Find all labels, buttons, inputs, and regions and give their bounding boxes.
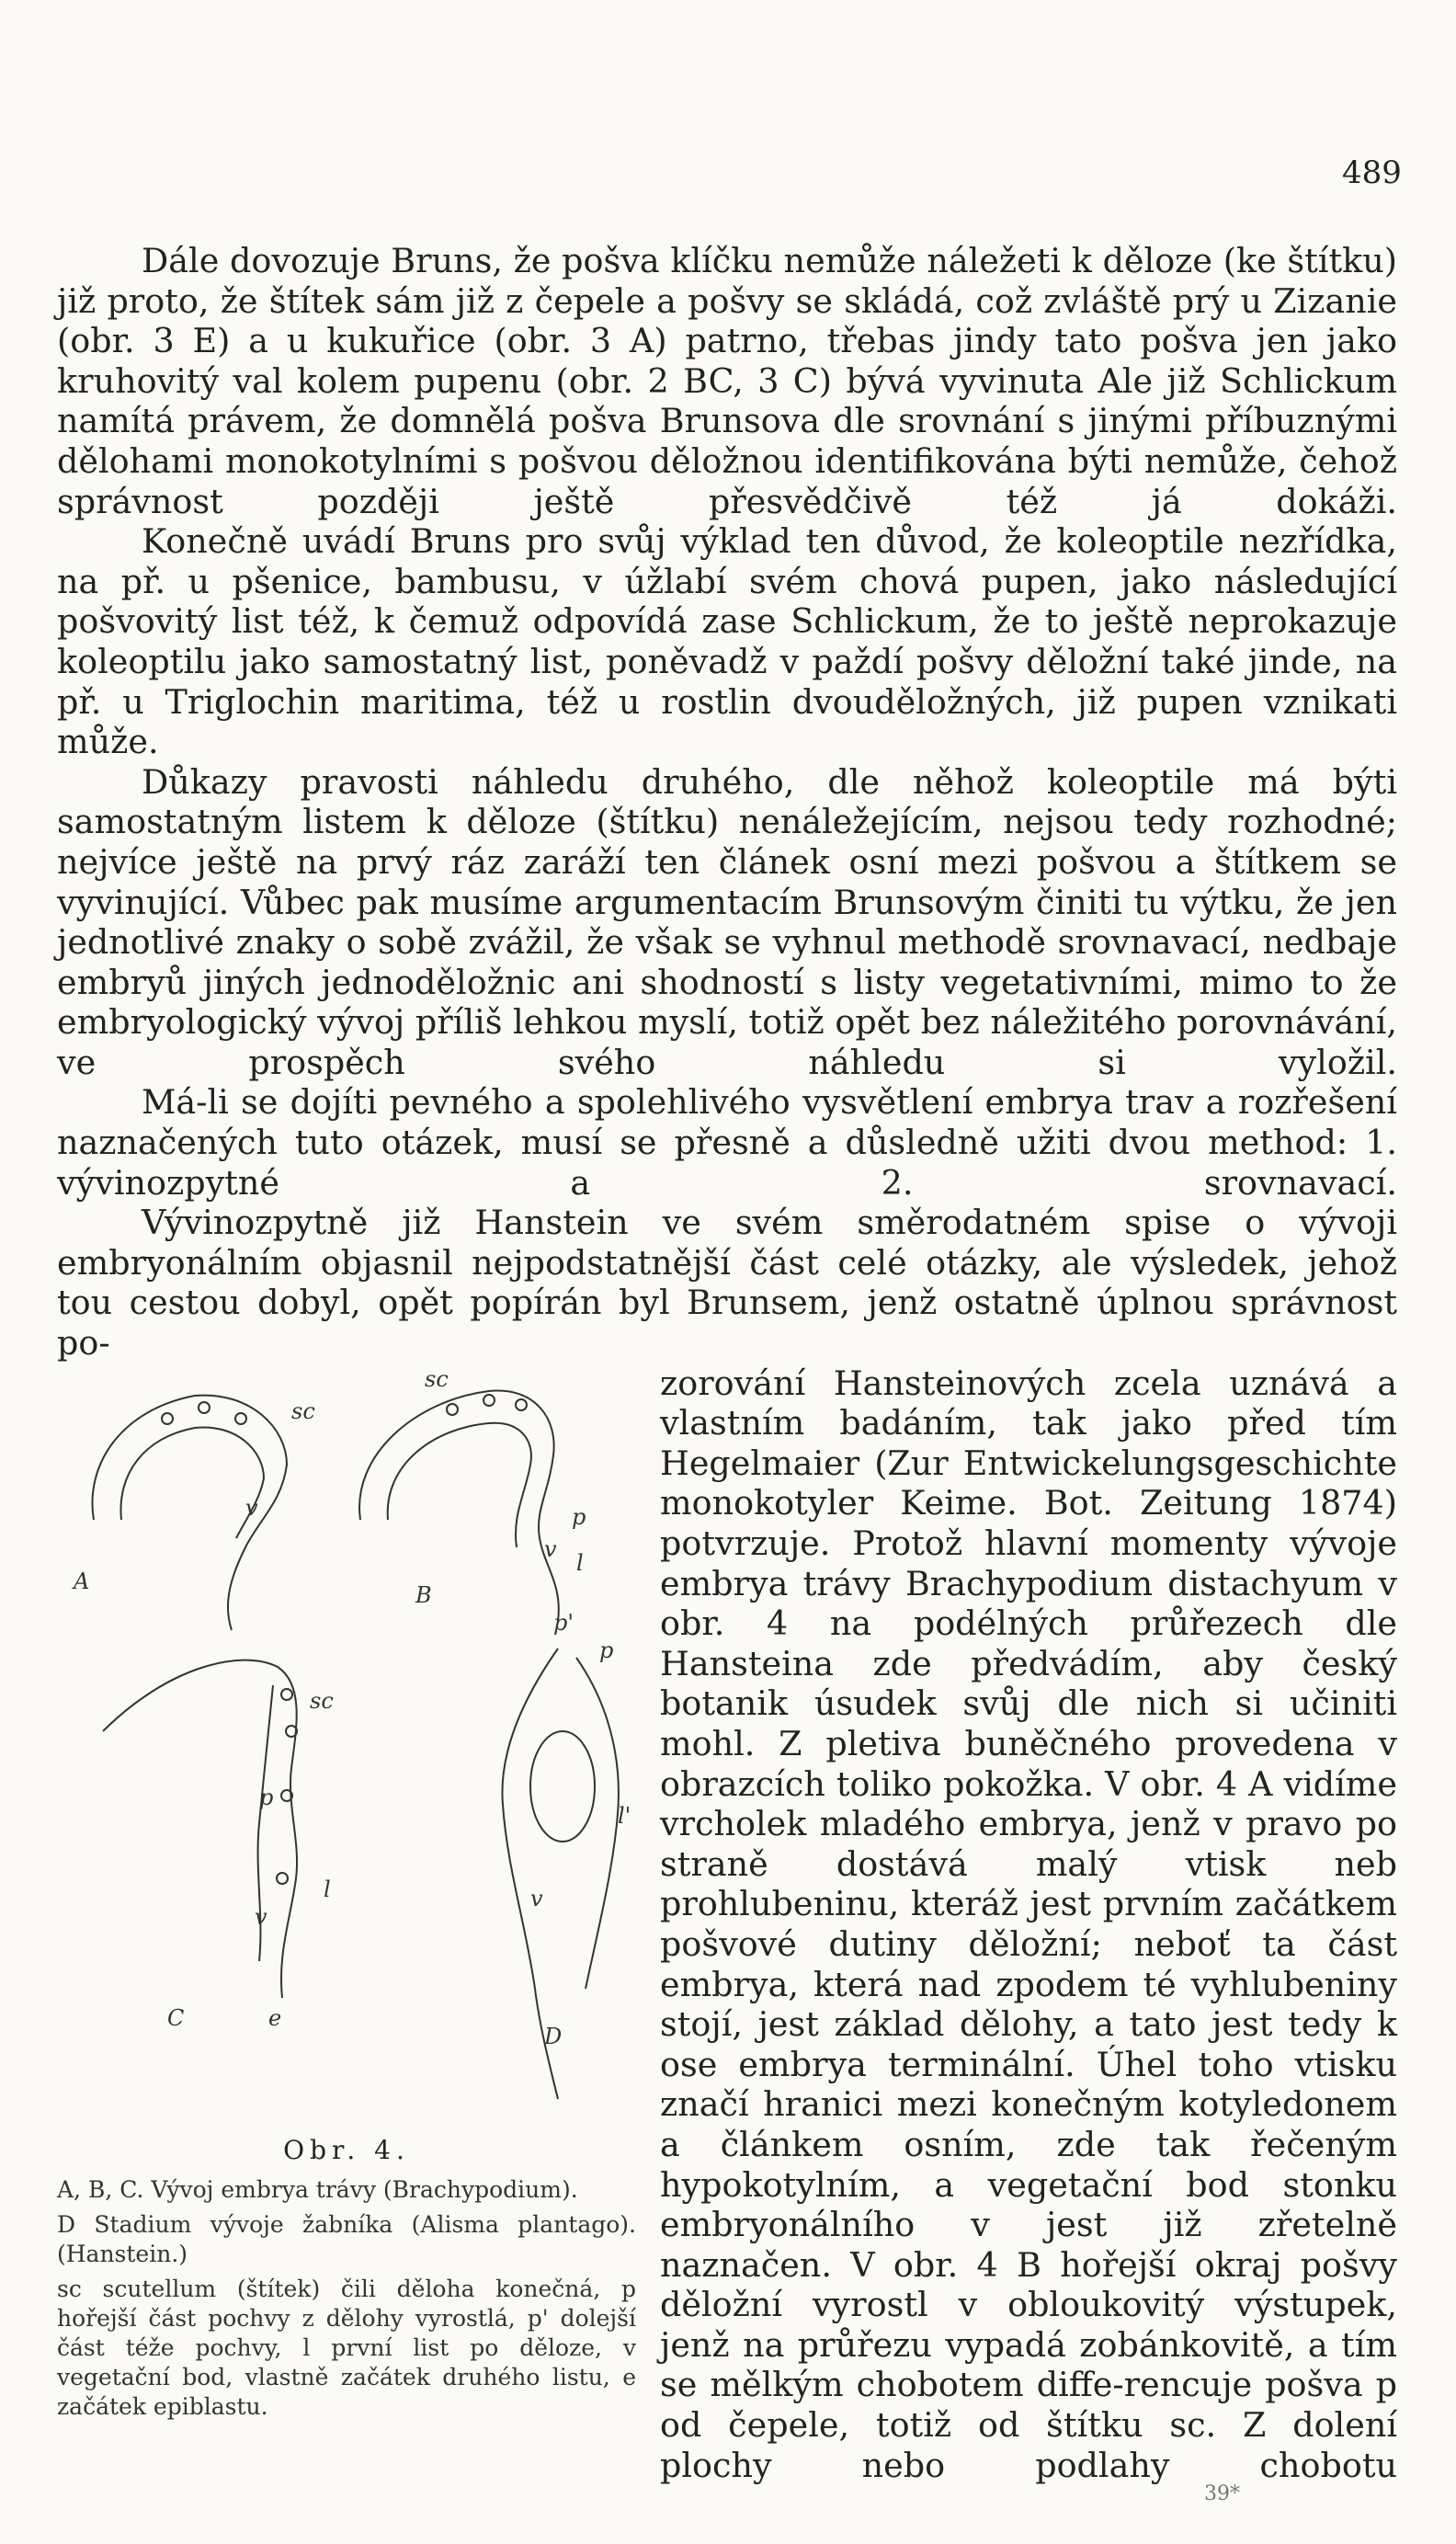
- page-number: 489: [1342, 154, 1402, 191]
- paragraph: Má-li se dojíti pevného a spolehlivého vysvětlení embrya trav a rozřešení naznačených tuto otázek, musí se přesně a důsledně užiti dvou method: 1. vývinozpytné a 2. srovnavací.: [57, 1082, 1397, 1203]
- body-text: [57, 241, 1397, 2485]
- figure-caption: sc scutellum (štítek) čili děloha konečná, p hořejší část pochvy z dělohy vyrostlá, p' dolejší část téže pochvy, l první list po děloze, v vegetační bod, vlastně začátek druhého listu, e začátek epiblastu.: [57, 2276, 636, 2421]
- drawing-c: [103, 1660, 334, 2030]
- wrapped-paragraph: [660, 1363, 1397, 2486]
- label-sc: sc: [425, 1365, 449, 1392]
- embryo-drawings: [57, 1363, 636, 2127]
- figure-caption: D Stadium vývoje žabníka (Alisma plantago). (Hanstein.): [57, 2211, 636, 2268]
- figure-4: [57, 1363, 636, 2486]
- figure-wrap-row: [57, 1363, 1397, 2486]
- label-p: p: [259, 1784, 274, 1810]
- label-v: v: [255, 1903, 267, 1930]
- label-v: v: [530, 1885, 543, 1911]
- figure-caption: A, B, C. Vývoj embrya trávy (Brachypodium).: [57, 2176, 578, 2204]
- label-c: C: [167, 2004, 185, 2031]
- drawing-a: [72, 1395, 315, 1629]
- label-pp: p': [553, 1609, 574, 1636]
- label-sc: sc: [310, 1687, 334, 1714]
- drawing-d: [502, 1637, 631, 2099]
- label-sc: sc: [291, 1397, 315, 1424]
- label-e: e: [268, 2004, 282, 2031]
- label-v: v: [245, 1494, 258, 1521]
- label-l: l: [576, 1549, 584, 1576]
- label-l: l: [324, 1876, 331, 1902]
- paragraph: Důkazy pravosti náhledu druhého, dle něhož koleoptile má býti samostatným listem k děloze (štítku) nenáležejícím, nejsou tedy rozhodné; nejvíce ještě na prvý ráz zaráží ten článek osní mezi pošvou a štítkem se vyvinující. Vůbec pak musíme argumentacím Brunsovým činiti tu výtku, že jen jednotlivé znaky o sobě zvážil, že však se vyhnul methodě srovnavací, nedbaje embryů jiných jednoděložnic ani shodností s listy vegetativními, mimo to že embryologický vývoj příliš lehkou myslí, totiž opět bez náležitého porovnávání, ve prospěch svého náhledu si vyložil.: [57, 761, 1397, 1082]
- paragraph: Vývinozpytně již Hanstein ve svém směrodatném spise o vývoji embryonálním objasnil nejpodstatnější část celé otázky, ale výsledek, jehož tou cestou dobyl, opět popírán byl Brunsem, jenž ostatně úplnou správnost po-: [57, 1203, 1397, 1363]
- drawing-b: [359, 1366, 586, 1636]
- label-p: p: [599, 1637, 614, 1663]
- paragraph: zorování Hansteinových zcela uznává a vlastním badáním, tak jako před tím Hegelmaier (Zur Entwickelungsgeschichte monokotyler Keime. Bot. Zeitung 1874) potvrzuje. Protož hlavní momenty vývoje embrya trávy Brachypodium distachyum v obr. 4 na podélných průřezech dle Hansteina zde předvádím, aby český botanik úsudek svůj dle nich si učiniti mohl. Z pletiva buněčného provedena v obrazcích toliko pokožka. V obr. 4 A vidíme vrcholek mladého embrya, jenž v pravo po straně dostává malý vtisk neb prohlubeninu, kteráž jest prvním začátkem pošvové dutiny děložní; neboť ta část embrya, která nad zpodem té vyhlubeniny stojí, jest základ dělohy, a tato jest tedy k ose embrya terminální. Úhel toho vtisku značí hranici mezi konečným kotyledonem a článkem osním, zde tak řečeným hypokotylním, a vegetační bod stonku embryonálního v jest již zřetelně naznačen. V obr. 4 B hořejší okraj pošvy děložní vyrostl v obloukovitý výstupek, jenž na průřezu vypadá zobánkovitě, a tím se mělkým chobotem diffe-rencuje pošva p od čepele, totiž od štítku sc. Z dolení plochy nebo podlahy chobotu: [660, 1363, 1397, 2485]
- paragraph: Konečně uvádí Bruns pro svůj výklad ten důvod, že koleoptile nezřídka, na př. u pšenice, bambusu, v úžlabí svém chová pupen, jako následující pošvovitý list též, k čemuž odpovídá zase Schlickum, že to ještě neprokazuje koleoptilu jako samostatný list, poněvadž v paždí pošvy děložní také jinde, na př. u Triglochin maritima, též u rostlin dvouděložných, již pupen vznikati může.: [57, 521, 1397, 762]
- label-lp: l': [618, 1802, 631, 1829]
- label-d: D: [544, 2023, 563, 2049]
- label-p: p: [572, 1503, 586, 1530]
- figure-title: Obr. 4.: [283, 2134, 410, 2165]
- signature-mark: 39*: [1204, 2482, 1240, 2505]
- label-b: B: [415, 1581, 432, 1608]
- label-a: A: [74, 1568, 90, 1594]
- paragraph: Dále dovozuje Bruns, že pošva klíčku nemůže náležeti k děloze (ke štítku) již proto, že štítek sám již z čepele a pošvy se skládá, což zvláště prý u Zizanie (obr. 3 E) a u kukuřice (obr. 3 A) patrno, třebas jindy tato pošva jen jako kruhovitý val kolem pupenu (obr. 2 BC, 3 C) bývá vyvinuta Ale již Schlickum namítá právem, že domnělá pošva Brunsova dle srovnání s jinými příbuznými dělohami monokotylními s pošvou děložnou identifikována býti nemůže, čehož správnost později ještě přesvědčivě též já dokáži.: [57, 241, 1397, 521]
- label-v: v: [544, 1535, 557, 1562]
